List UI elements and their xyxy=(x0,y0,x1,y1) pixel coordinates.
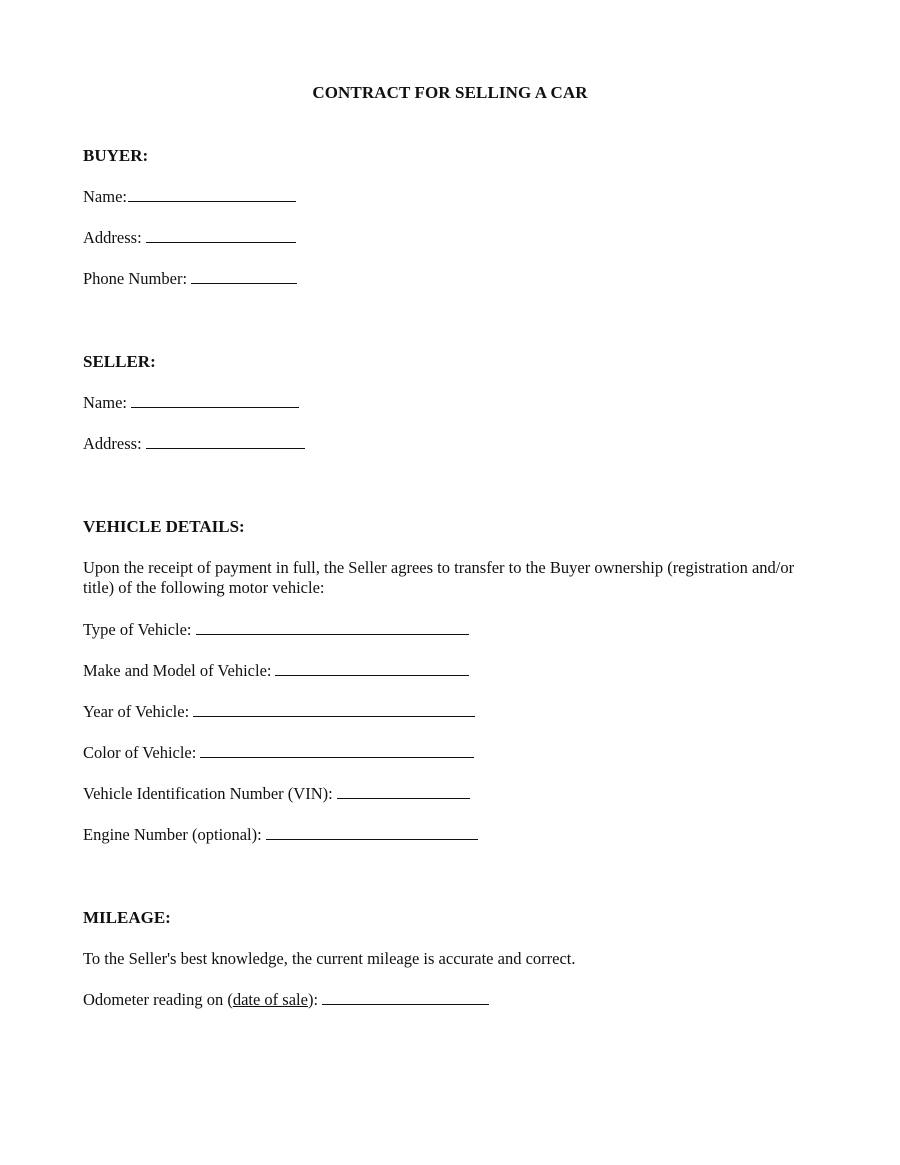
buyer-phone-field[interactable] xyxy=(191,269,297,284)
vehicle-engine-field[interactable] xyxy=(266,825,478,840)
buyer-address-row xyxy=(83,228,296,248)
vehicle-make-model-label: Make and Model of Vehicle: xyxy=(83,661,272,680)
odometer-date-of-sale: date of sale xyxy=(232,990,308,1009)
seller-address-field[interactable] xyxy=(146,434,305,449)
seller-name-field[interactable] xyxy=(131,393,299,408)
document-title: CONTRACT FOR SELLING A CAR xyxy=(312,83,588,102)
buyer-address-label: Address: xyxy=(83,228,142,247)
seller-name-label: Name: xyxy=(83,393,127,412)
buyer-name-field[interactable] xyxy=(128,187,296,202)
vehicle-engine-label: Engine Number (optional): xyxy=(83,825,262,844)
buyer-address-field[interactable] xyxy=(146,228,296,243)
vehicle-intro-paragraph: Upon the receipt of payment in full, the Seller agrees to transfer to the Buyer ownership (registration and/or title) of the following motor vehicle: xyxy=(83,558,795,597)
buyer-name-row xyxy=(83,187,296,207)
vehicle-color-field[interactable] xyxy=(200,743,474,758)
seller-address-label: Address: xyxy=(83,434,142,453)
vehicle-year-row xyxy=(83,702,475,722)
odometer-label-prefix: Odometer reading on ( xyxy=(83,990,233,1009)
odometer-label-suffix: ): xyxy=(307,990,319,1009)
mileage-heading: MILEAGE: xyxy=(83,908,171,927)
vehicle-make-model-row xyxy=(83,661,469,681)
vehicle-vin-row xyxy=(83,784,470,804)
vehicle-year-label: Year of Vehicle: xyxy=(83,702,190,721)
seller-address-row xyxy=(83,434,305,454)
vehicle-year-field[interactable] xyxy=(193,702,475,717)
vehicle-vin-field[interactable] xyxy=(337,784,470,799)
seller-heading: SELLER: xyxy=(83,352,156,371)
seller-name-row xyxy=(83,393,299,413)
odometer-reading-field[interactable] xyxy=(322,990,489,1005)
vehicle-engine-row xyxy=(83,825,478,845)
vehicle-vin-label: Vehicle Identification Number (VIN): xyxy=(83,784,333,803)
mileage-statement: To the Seller's best knowledge, the current mileage is accurate and correct. xyxy=(83,949,576,968)
buyer-phone-label: Phone Number: xyxy=(83,269,188,288)
odometer-row xyxy=(83,990,489,1010)
vehicle-type-field[interactable] xyxy=(196,620,469,635)
buyer-phone-row xyxy=(83,269,297,289)
vehicle-type-label: Type of Vehicle: xyxy=(83,620,192,639)
vehicle-heading: VEHICLE DETAILS: xyxy=(83,517,245,536)
buyer-name-label: Name: xyxy=(83,187,127,206)
vehicle-type-row xyxy=(83,620,469,640)
vehicle-make-model-field[interactable] xyxy=(275,661,469,676)
vehicle-color-label: Color of Vehicle: xyxy=(83,743,197,762)
buyer-heading: BUYER: xyxy=(83,146,149,165)
vehicle-color-row xyxy=(83,743,474,763)
